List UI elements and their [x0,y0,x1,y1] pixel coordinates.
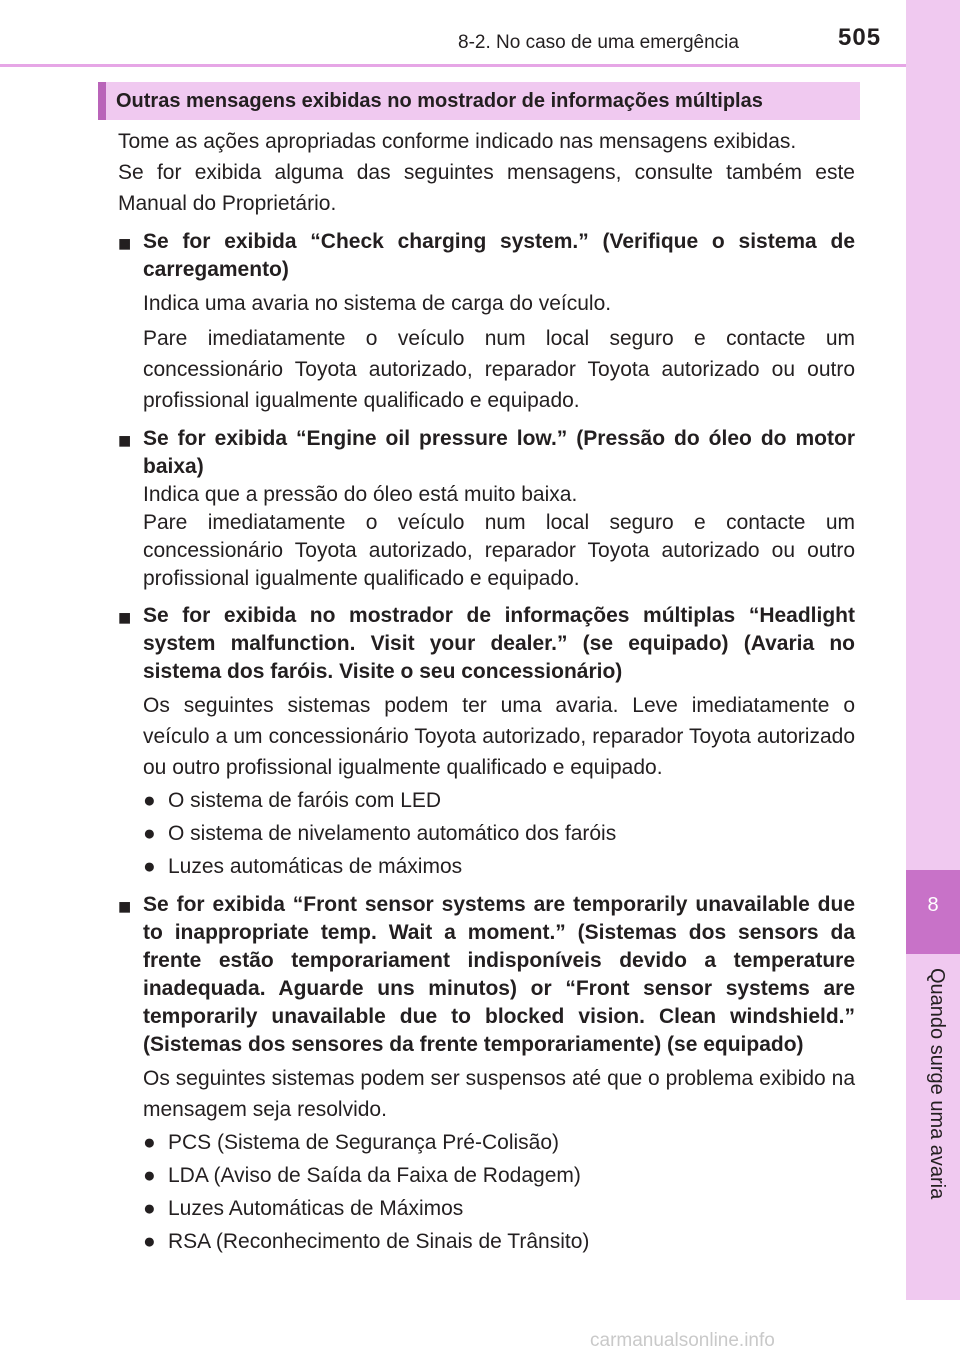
message-section-front-sensor [118,891,855,1257]
list-item-text: LDA (Aviso de Saída da Faixa de Rodagem) [168,1164,581,1187]
list-item-text: PCS (Sistema de Segurança Pré-Colisão) [168,1131,560,1154]
bullet-icon: ● [143,1131,156,1154]
section-title: Se for exibida no mostrador de informações múltiplas “Headlight system malfunction. Visit your dealer.” (se equipado) (Avaria no sistema dos faróis. Visite o seu concessionário) [143,604,855,683]
list-item-text: Luzes automáticas de máximos [168,855,463,878]
message-section-headlight [118,602,855,882]
square-marker-icon: ■ [118,605,132,630]
list-item [143,1226,855,1257]
message-section-charging [118,228,855,416]
intro-line-2: Se for exibida alguma das seguintes mensagens, consulte também este Manual do Proprietário. [118,161,855,215]
bullet-icon: ● [143,1164,156,1187]
watermark: carmanualsonline.info [590,1330,775,1351]
side-tab-number: 8 [927,894,939,916]
list-item [143,851,855,882]
section-title: Se for exibida “Front sensor systems are temporarily unavailable due to inappropriate temp. Wait a moment.” (Sistemas dos sensors da frente estão temporariament indisponíveis devido a temperature inadequada. Aguarde uns minutos) or “Front sensor systems are temporarily unavailable due to blocked vision. Clean windshield.” (Sistemas dos sensores da frente temporariamente) (se equipado) [143,893,855,1056]
top-rule [0,64,906,67]
bullet-icon: ● [143,822,156,845]
section-header: 8-2. No caso de uma emergência [458,32,739,53]
content [118,126,855,1257]
side-tab-label: Quando surge uma avaria [926,968,948,1200]
list-item-text: O sistema de nivelamento automático dos faróis [168,822,617,845]
list-item-text: Luzes Automáticas de Máximos [168,1197,464,1220]
topic-header: Outras mensagens exibidas no mostrador de informações múltiplas [116,90,763,112]
list-item [143,785,855,816]
list-item [143,1160,855,1191]
bullet-icon: ● [143,1197,156,1220]
section-paragraph: Os seguintes sistemas podem ser suspensos até que o problema exibido na mensagem seja resolvido. [143,1067,855,1121]
square-marker-icon: ■ [118,231,132,256]
square-marker-icon: ■ [118,894,132,919]
section-paragraph: Pare imediatamente o veículo num local seguro e contacte um concessionário Toyota autorizado, reparador Toyota autorizado ou outro profissional igualmente qualificado e equipado. [143,511,855,590]
square-marker-icon: ■ [118,428,132,453]
section-title: Se for exibida “Engine oil pressure low.” (Pressão do óleo do motor baixa) [143,427,855,478]
list-item [143,818,855,849]
list-item-text: RSA (Reconhecimento de Sinais de Trânsito) [168,1230,590,1253]
section-paragraph: Pare imediatamente o veículo num local seguro e contacte um concessionário Toyota autorizado, reparador Toyota autorizado ou outro profissional igualmente qualificado e equipado. [143,327,855,412]
bullet-icon: ● [143,1230,156,1253]
section-title: Se for exibida “Check charging system.” (Verifique o sistema de carregamento) [143,230,855,281]
section-paragraph: Indica que a pressão do óleo está muito baixa. [143,483,578,506]
bullet-icon: ● [143,789,156,812]
intro-line-1: Tome as ações apropriadas conforme indicado nas mensagens exibidas. [118,130,797,153]
list-item-text: O sistema de faróis com LED [168,789,442,812]
page-number: 505 [838,24,882,51]
section-paragraph: Os seguintes sistemas podem ter uma avaria. Leve imediatamente o veículo a um concessionário Toyota autorizado, reparador Toyota autorizado ou outro profissional igualmente qualificado e equipado. [143,694,855,779]
list-item [143,1127,855,1158]
list-item [143,1193,855,1224]
section-paragraph: Indica uma avaria no sistema de carga do veículo. [143,292,612,315]
bullet-icon: ● [143,855,156,878]
message-section-oil-pressure [118,425,855,593]
